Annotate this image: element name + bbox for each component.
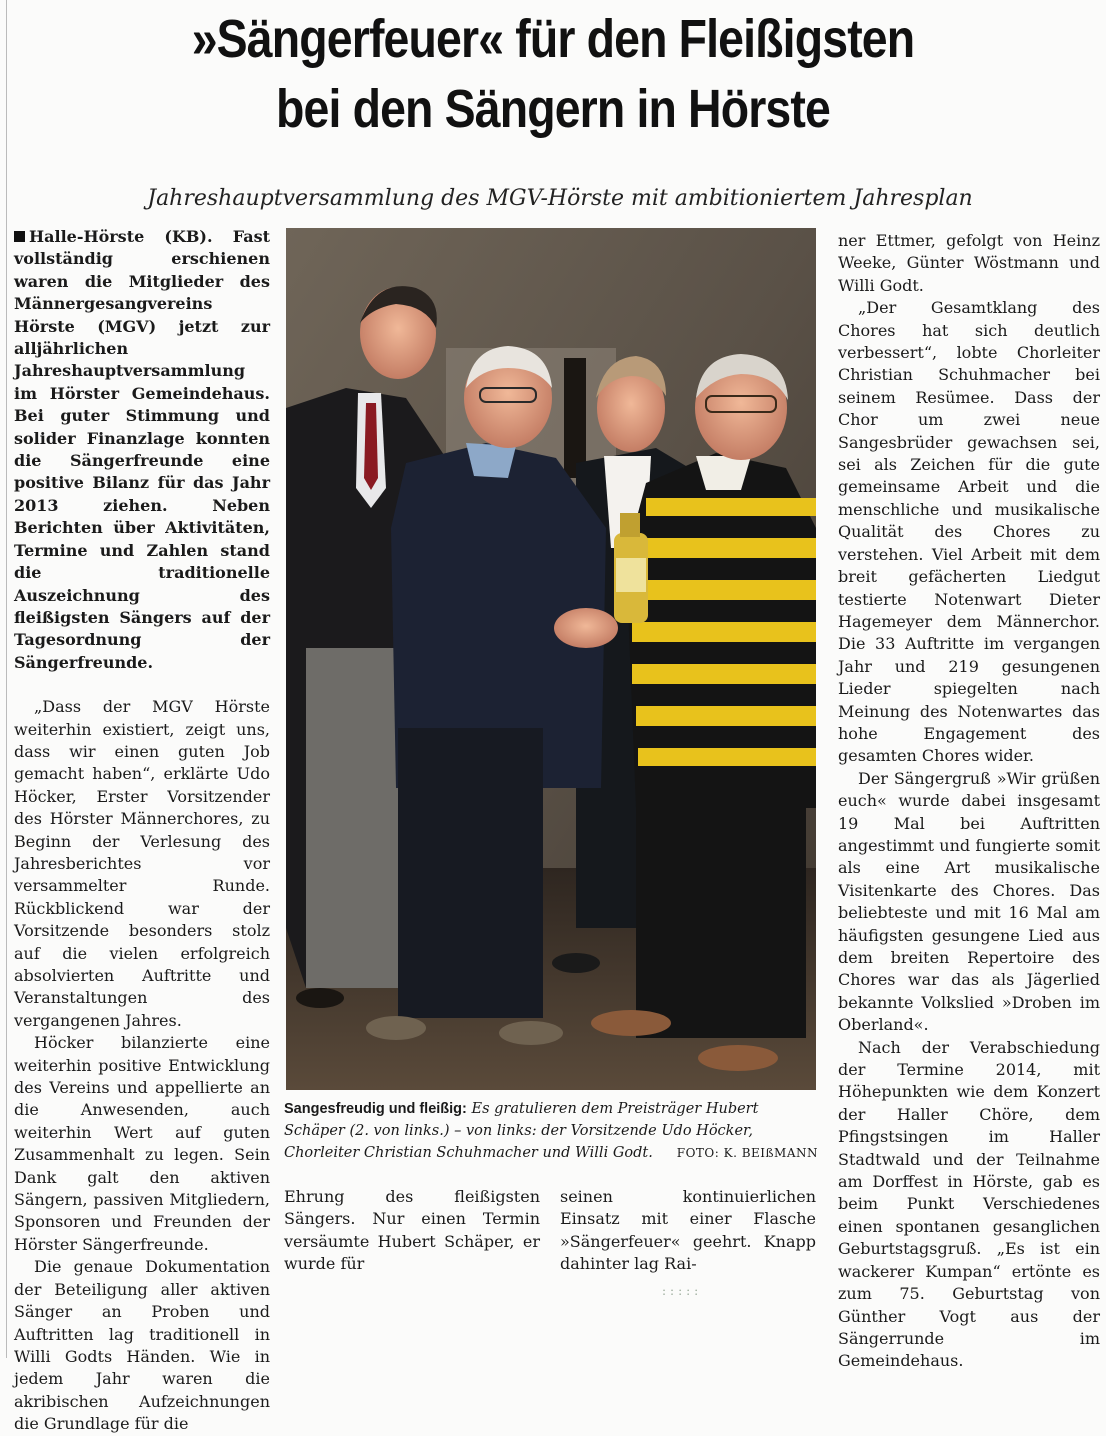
group-photo: [286, 228, 816, 1090]
column-3-text: seinen kontinuierlichen Einsatz mit einer Flasche »Sängerfeuer« geehrt. Knapp dahinter lag Rai-: [560, 1187, 816, 1274]
group-photo-image: [286, 228, 816, 1090]
column-4-paragraph-3: Nach der Verabschiedung der Termine 2014, mit Höhepunkten wie dem Konzert der Haller Chöre, dem Pfingstsingen im Haller Stadtwald und der Teilnahme am Dorffest in Hörste, gab es beim Punkt Verschiedenes einen spontanen gesanglichen Geburtstagsgruß. „Es ist ein wackerer Kumpan“ ertönte es zum 75. Geburtstag von Günther Vogt aus der Sängerrunde im Gemeindehaus.: [838, 1037, 1100, 1371]
column-2-text: Ehrung des fleißigsten Sängers. Nur einen Termin versäumte Hubert Schäper, er wurde für: [284, 1187, 540, 1274]
column-1-paragraph-2: Höcker bilanzierte eine weiterhin positive Entwicklung des Vereins und appellierte an die Anwesenden, auch weiterhin Wert auf guten Zusammenhalt zu legen. Sein Dank galt den aktiven Sängern, passiven Mitgliedern, Sponsoren und Freunden der Hörster Sängerfreunde.: [14, 1033, 270, 1254]
headline-line-1: »Sängerfeuer« für den Fleißigsten: [191, 9, 915, 69]
photo-credit: FOTO: K. BEIßMANN: [676, 1146, 818, 1160]
lead-paragraph: [14, 226, 270, 674]
column-1: [14, 226, 270, 1436]
column-1-paragraph-3: Die genaue Dokumentation der Beteiligung aller aktiven Sänger an Proben und Auftritten lag traditionell in Willi Godts Händen. Wie in jedem Jahr waren die akribischen Aufzeichnungen die Grundlage für die: [14, 1257, 270, 1434]
subheadline: Jahreshauptversammlung des MGV-Hörste mit ambitioniertem Jahresplan: [147, 186, 973, 211]
column-1-paragraph-1: „Dass der MGV Hörste weiterhin existiert, zeigt uns, dass wir einen guten Job gemacht haben“, erklärte Udo Höcker, Erster Vorsitzender des Hörster Männerchores, zu Beginn der Verlesung des Jahresberichtes vor versammelter Runde. Rückblickend war der Vorsitzende besonders stolz auf die vielen erfolgreich absolvierten Auftritte und Veranstaltungen des vergangenen Jahres.: [14, 697, 270, 1030]
caption-text: Es gratulieren dem Preisträger Hubert Schäper (2. von links.) – von links: der Vorsitzende Udo Höcker, Chorleiter Christian Schuhmacher und Willi Godt.: [284, 1101, 759, 1161]
headline: [77, 4, 1028, 144]
column-4-paragraph-1: „Der Gesamtklang des Chores hat sich deutlich verbessert“, lobte Chorleiter Christian Schuhmacher bei seinem Resümee. Dass der Chor um zwei neue Sangesbrüder gewachsen sei, sei als Zeichen für die gute gemeinsame Arbeit und die menschliche und musikalische Qualität des Chores zu verstehen. Viel Arbeit mit dem breit gefächerten Liedgut testierte Notenwart Dieter Hagemeyer dem Männerchor. Die 33 Auftritte im vergangen Jahr und 219 gesungenen Lieder spiegelten nach Meinung des Notenwartes das hohe Engagement des gesamten Chores wider.: [838, 298, 1100, 766]
column-4-paragraph-0: ner Ettmer, gefolgt von Heinz Weeke, Günter Wöstmann und Willi Godt.: [838, 231, 1100, 295]
page-edge-line: [6, 0, 7, 1358]
column-3: [560, 1186, 816, 1276]
bullet-square-icon: [14, 231, 25, 242]
column-2: [284, 1186, 540, 1276]
lead-text: Halle-Hörste (KB). Fast vollständig erschienen waren die Mitglieder des Männergesangvereins Hörste (MGV) jetzt zur alljährlichen Jahreshauptversammlung im Hörster Gemeindehaus. Bei guter Stimmung und solider Finanzlage konnten die Sängerfreunde eine positive Bilanz für das Jahr 2013 ziehen. Neben Berichten über Aktivitäten, Termine und Zahlen stand die traditionelle Auszeichnung des fleißigsten Sängers auf der Tagesordnung der Sängerfreunde.: [14, 227, 270, 672]
column-4: [838, 230, 1100, 1373]
column-4-paragraph-2: Der Sängergruß »Wir grüßen euch« wurde dabei insgesamt 19 Mal bei Auftritten angestimmt und fungierte somit als eine Art musikalische Visitenkarte des Chores. Das beliebteste und mit 16 Mal am häufigsten gesungene Lied aus dem breiten Repertoire des Chores war das als Jägerlied bekannte Volkslied »Droben im Oberland«.: [838, 768, 1100, 1035]
caption-bold: Sangesfreudig und fleißig:: [284, 1101, 467, 1117]
print-registration-dots: :::::: [662, 1284, 703, 1298]
headline-line-2: bei den Sängern in Hörste: [276, 79, 830, 139]
